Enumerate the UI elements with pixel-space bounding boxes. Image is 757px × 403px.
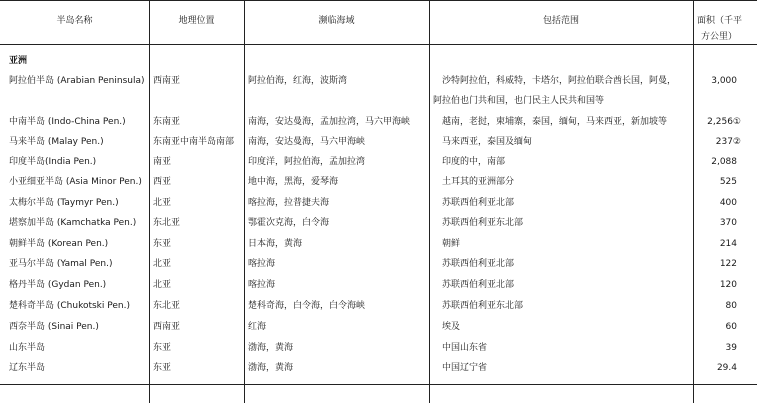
- row-scope: 苏联西伯利亚东北部: [442, 301, 524, 311]
- row-area: 2,088: [711, 157, 737, 167]
- row-area: 525: [719, 177, 737, 187]
- header-name: 半岛名称: [56, 16, 93, 26]
- row-name: 堪察加半岛 (Kamchatka Pen.): [9, 218, 137, 228]
- row-location: 西南亚: [153, 76, 181, 86]
- row-area: 29.4: [716, 363, 737, 373]
- row-location: 东亚: [153, 343, 172, 353]
- row-location: 东南亚: [153, 117, 181, 127]
- row-area: 122: [719, 259, 737, 269]
- row-seas: 地中海，黑海，爱琴海: [248, 177, 339, 187]
- row-scope: 印度的中，南部: [442, 157, 506, 167]
- row-location: 东亚: [153, 239, 172, 249]
- row-name: 西奈半岛 (Sinai Pen.): [9, 322, 99, 332]
- row-scope: 马来西亚，泰国及缅甸: [442, 137, 533, 147]
- row-name: 太梅尔半岛 (Taymyr Pen.): [9, 198, 119, 208]
- row-scope: 沙特阿拉伯，科威特，卡塔尔，阿拉伯联合酋长国，阿曼，: [442, 76, 677, 86]
- row-seas: 日本海，黄海: [248, 239, 303, 249]
- row-scope: 苏联西伯利亚北部: [442, 280, 515, 290]
- row-location: 南亚: [153, 157, 172, 167]
- row-seas: 喀拉海，拉普捷夫海: [248, 198, 330, 208]
- row-seas: 喀拉海: [248, 259, 276, 269]
- header-area-line1: 面积（千平: [697, 16, 743, 26]
- row-area: 3,000: [711, 76, 737, 86]
- row-scope: 埃及: [442, 322, 461, 332]
- row-seas: 南海，安达曼海，孟加拉湾，马六甲海峡: [248, 117, 411, 127]
- header-seas: 濒临海域: [318, 16, 355, 26]
- row-area: 2,256①: [707, 117, 741, 127]
- row-seas: 阿拉伯海，红海，波斯湾: [248, 76, 348, 86]
- row-name: 小亚细亚半岛 (Asia Minor Pen.): [9, 177, 142, 187]
- row-area: 120: [719, 280, 737, 290]
- row-name: 阿拉伯半岛 (Arabian Peninsula): [9, 76, 145, 86]
- row-area: 60: [725, 322, 737, 332]
- row-location: 西南亚: [153, 322, 181, 332]
- row-name: 山东半岛: [9, 343, 46, 353]
- column-divider: [149, 0, 150, 403]
- row-name: 辽东半岛: [9, 363, 46, 373]
- row-scope: 越南，老挝，柬埔寨，泰国，缅甸，马来西亚，新加坡等: [442, 117, 668, 127]
- row-seas: 喀拉海: [248, 280, 276, 290]
- row-seas: 鄂霍次克海，白令海: [248, 218, 330, 228]
- row-location: 东南亚中南半岛南部: [153, 137, 235, 147]
- header-scope: 包括范围: [542, 16, 579, 26]
- column-divider: [244, 0, 245, 403]
- row-location: 北亚: [153, 280, 172, 290]
- column-divider: [429, 0, 430, 403]
- row-seas: 红海: [248, 322, 267, 332]
- row-location: 西亚: [153, 177, 172, 187]
- row-location: 东北亚: [153, 218, 181, 228]
- row-name: 马来半岛 (Malay Pen.): [9, 137, 104, 147]
- row-seas: 渤海，黄海: [248, 363, 294, 373]
- row-area: 400: [719, 198, 737, 208]
- row-scope: 中国辽宁省: [442, 363, 488, 373]
- row-area: 80: [725, 301, 737, 311]
- row-name: 朝鲜半岛 (Korean Pen.): [9, 239, 109, 249]
- header-area-line2: 方公里）: [701, 32, 738, 42]
- section-title: 亚洲: [9, 56, 28, 66]
- table-bottom-border: [0, 384, 757, 385]
- row-scope-continued: 阿拉伯也门共和国，也门民主人民共和国等: [433, 96, 605, 106]
- row-area: 39: [725, 343, 737, 353]
- row-seas: 印度洋，阿拉伯海，孟加拉湾: [248, 157, 366, 167]
- row-name: 格丹半岛 (Gydan Pen.): [9, 280, 107, 290]
- row-location: 东北亚: [153, 301, 181, 311]
- row-location: 北亚: [153, 259, 172, 269]
- row-name: 中南半岛 (Indo-China Pen.): [9, 117, 126, 127]
- row-scope: 土耳其的亚洲部分: [442, 177, 515, 187]
- row-seas: 楚科奇海，白令海，白令海峡: [248, 301, 366, 311]
- row-scope: 朝鲜: [442, 239, 461, 249]
- row-scope: 苏联西伯利亚东北部: [442, 218, 524, 228]
- table-top-border: [0, 0, 757, 1]
- row-seas: 渤海，黄海: [248, 343, 294, 353]
- row-seas: 南海，安达曼海，马六甲海峡: [248, 137, 366, 147]
- row-scope: 苏联西伯利亚北部: [442, 259, 515, 269]
- row-location: 东亚: [153, 363, 172, 373]
- row-scope: 中国山东省: [442, 343, 488, 353]
- header-bottom-border: [0, 44, 757, 45]
- header-location: 地理位置: [178, 16, 215, 26]
- row-area: 237②: [715, 137, 741, 147]
- row-scope: 苏联西伯利亚北部: [442, 198, 515, 208]
- row-name: 楚科奇半岛 (Chukotski Pen.): [9, 301, 130, 311]
- row-name: 印度半岛(India Pen.): [9, 157, 97, 167]
- row-location: 北亚: [153, 198, 172, 208]
- row-name: 亚马尔半岛 (Yamal Pen.): [9, 259, 113, 269]
- row-area: 214: [719, 239, 737, 249]
- row-area: 370: [719, 218, 737, 228]
